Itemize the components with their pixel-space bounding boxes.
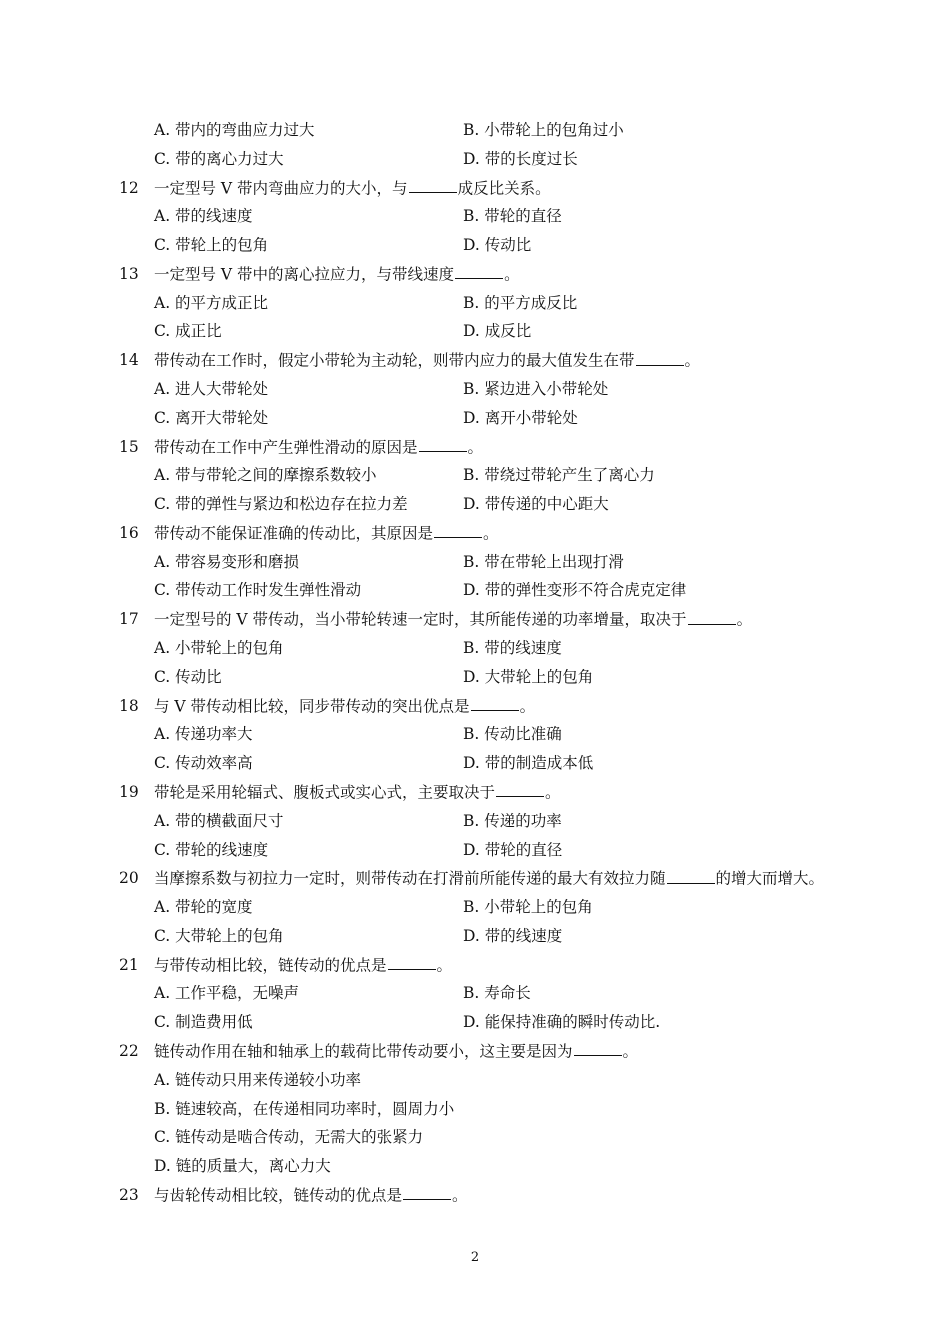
question-stem [154, 607, 752, 631]
option-row [0, 1154, 950, 1178]
question-text: 带轮是采用轮辐式、腹板式或实心式，主要取决于 [154, 783, 496, 802]
answer-blank [434, 521, 482, 538]
option-row [0, 838, 950, 862]
question-number: 13 [119, 264, 139, 283]
option-left: C. 传动效率高 [154, 754, 253, 773]
option-left: A. 带容易变形和磨损 [154, 552, 300, 571]
question-text: 带传动在工作时，假定小带轮为主动轮，则带内应力的最大值发生在带 [154, 351, 635, 370]
option-right: D. 带传递的中心距大 [463, 495, 609, 514]
answer-blank [403, 1183, 451, 1200]
question-text: 带传动不能保证准确的传动比，其原因是 [154, 524, 434, 543]
option-row [0, 1097, 950, 1121]
option-right: D. 大带轮上的包角 [463, 667, 594, 686]
option-left: A. 带内的弯曲应力过大 [154, 121, 315, 139]
option-right: B. 传动比准确 [463, 725, 562, 744]
question-text-tail: 。 [467, 437, 484, 456]
option-left: A. 带的横截面尺寸 [154, 811, 284, 830]
option-left: C. 传动比 [154, 667, 222, 686]
question-line [0, 176, 950, 200]
answer-blank [574, 1039, 622, 1056]
option-right: B. 小带轮上的包角过小 [463, 121, 624, 139]
question-number: 22 [119, 1041, 139, 1060]
question-text: 链传动作用在轴和轴承上的载荷比带传动要小，这主要是因为 [154, 1042, 573, 1061]
option-left: C. 制造费用低 [154, 1013, 253, 1032]
question-text: 带传动在工作中产生弹性滑动的原因是 [154, 437, 418, 456]
option-right: B. 带的线速度 [463, 639, 562, 658]
question-number: 19 [119, 782, 139, 801]
question-number: 18 [119, 696, 139, 715]
question-text-tail: 。 [736, 610, 753, 629]
question-stem [154, 348, 700, 372]
question-stem [154, 1039, 638, 1063]
option-row [0, 981, 950, 1005]
question-text-tail: 。 [436, 955, 453, 974]
option-full: C. 链传动是啮合传动，无需大的张紧力 [154, 1128, 424, 1147]
question-line [0, 607, 950, 631]
option-row [0, 1010, 950, 1034]
question-text-tail: 。 [483, 524, 499, 543]
question-line [0, 435, 950, 459]
question-line [0, 348, 950, 372]
option-left: C. 离开大带轮处 [154, 408, 269, 427]
option-left: A. 带的线速度 [154, 207, 253, 226]
question-text: 一定型号 V 带中的离心拉应力，与带线速度 [154, 265, 455, 284]
question-number: 15 [119, 437, 139, 456]
question-text: 与带传动相比较，链传动的优点是 [154, 955, 387, 974]
question-stem [154, 521, 499, 545]
option-right: B. 带在带轮上出现打滑 [463, 552, 624, 571]
question-text: 与齿轮传动相比较，链传动的优点是 [154, 1186, 403, 1205]
answer-blank [455, 262, 503, 279]
option-row [0, 751, 950, 775]
option-right: D. 离开小带轮处 [463, 408, 578, 427]
question-number: 17 [119, 610, 139, 629]
option-left: A. 小带轮上的包角 [154, 639, 284, 658]
option-row [0, 291, 950, 315]
option-full: B. 链速较高，在传递相同功率时，圆周力小 [154, 1099, 455, 1118]
question-number: 21 [119, 955, 139, 974]
question-stem [154, 866, 824, 890]
option-right: B. 传递的功率 [463, 811, 562, 830]
option-left: C. 带的离心力过大 [154, 149, 284, 168]
question-stem [154, 780, 561, 804]
question-line [0, 1039, 950, 1063]
answer-blank [388, 953, 436, 970]
option-left: A. 带轮的宽度 [154, 898, 253, 917]
answer-blank [409, 176, 457, 193]
answer-blank [667, 866, 715, 883]
option-left: A. 带与带轮之间的摩擦系数较小 [154, 466, 377, 485]
question-text-tail: 。 [452, 1186, 468, 1205]
option-left: A. 传递功率大 [154, 725, 253, 744]
option-right: D. 带的线速度 [463, 926, 563, 945]
option-row [0, 147, 950, 171]
question-number: 16 [119, 523, 139, 542]
option-row [0, 665, 950, 689]
question-text-tail: 的增大而增大。 [715, 869, 825, 888]
question-text-tail: 。 [545, 783, 561, 802]
option-left: A. 进人大带轮处 [154, 380, 269, 399]
question-stem [154, 694, 535, 718]
question-stem [154, 435, 483, 459]
question-number: 20 [119, 869, 139, 888]
option-row [0, 463, 950, 487]
option-left: C. 大带轮上的包角 [154, 926, 284, 945]
question-text: 一定型号 V 带内弯曲应力的大小，与 [154, 178, 408, 197]
question-stem [154, 262, 520, 286]
question-line [0, 866, 950, 890]
question-number: 23 [119, 1185, 139, 1204]
option-right: B. 寿命长 [463, 984, 531, 1003]
option-left: C. 带传动工作时发生弹性滑动 [154, 581, 362, 600]
option-row [0, 118, 950, 142]
question-line [0, 953, 950, 977]
question-text-tail: 。 [519, 696, 536, 715]
page-number: 2 [470, 1250, 480, 1265]
option-row [0, 895, 950, 919]
option-full: A. 链传动只用来传递较小功率 [154, 1070, 362, 1089]
option-right: B. 带绕过带轮产生了离心力 [463, 466, 655, 485]
option-right: B. 紧边进入小带轮处 [463, 380, 609, 399]
option-left: A. 的平方成正比 [154, 293, 269, 312]
answer-blank [471, 694, 519, 711]
option-row [0, 233, 950, 257]
question-text-tail: 。 [684, 351, 701, 370]
option-row [0, 406, 950, 430]
question-stem [154, 1183, 468, 1207]
question-text: 一定型号的 V 带传动，当小带轮转速一定时，其所能传递的功率增量，取决于 [154, 610, 687, 629]
option-right: B. 的平方成反比 [463, 293, 578, 312]
option-right: D. 带轮的直径 [463, 840, 563, 859]
option-row [0, 492, 950, 516]
question-text: 与 V 带传动相比较，同步带传动的突出优点是 [154, 696, 470, 715]
option-row [0, 636, 950, 660]
option-row [0, 550, 950, 574]
option-right: D. 能保持准确的瞬时传动比. [463, 1013, 661, 1032]
option-right: D. 带的弹性变形不符合虎克定律 [463, 581, 687, 600]
question-line [0, 1183, 950, 1207]
question-number: 12 [119, 178, 139, 197]
question-line [0, 521, 950, 545]
question-line [0, 262, 950, 286]
question-stem [154, 176, 551, 200]
question-stem [154, 953, 452, 977]
option-row [0, 578, 950, 602]
option-left: A. 工作平稳，无噪声 [154, 984, 300, 1003]
answer-blank [419, 435, 467, 452]
question-line [0, 780, 950, 804]
option-right: D. 带的长度过长 [463, 149, 578, 168]
option-right: B. 小带轮上的包角 [463, 898, 593, 917]
option-row [0, 924, 950, 948]
answer-blank [636, 348, 684, 365]
option-right: D. 带的制造成本低 [463, 754, 594, 773]
option-left: C. 成正比 [154, 322, 222, 341]
answer-blank [688, 607, 736, 624]
option-row [0, 377, 950, 401]
question-number: 14 [119, 351, 139, 370]
question-text-tail: 。 [504, 265, 520, 284]
question-text-tail: 成反比关系。 [457, 178, 551, 197]
option-full: D. 链的质量大，离心力大 [154, 1157, 331, 1176]
option-row [0, 1125, 950, 1149]
option-right: D. 成反比 [463, 322, 532, 341]
question-text: 当摩擦系数与初拉力一定时，则带传动在打滑前所能传递的最大有效拉力随 [154, 869, 666, 888]
option-left: C. 带轮的线速度 [154, 840, 269, 859]
option-right: B. 带轮的直径 [463, 207, 562, 226]
question-text-tail: 。 [622, 1042, 639, 1061]
option-row [0, 204, 950, 228]
option-right: D. 传动比 [463, 236, 532, 255]
option-left: C. 带的弹性与紧边和松边存在拉力差 [154, 495, 408, 514]
answer-blank [496, 780, 544, 797]
option-row [0, 722, 950, 746]
question-line [0, 694, 950, 718]
option-row [0, 1068, 950, 1092]
option-row [0, 809, 950, 833]
option-row [0, 319, 950, 343]
option-left: C. 带轮上的包角 [154, 236, 269, 255]
